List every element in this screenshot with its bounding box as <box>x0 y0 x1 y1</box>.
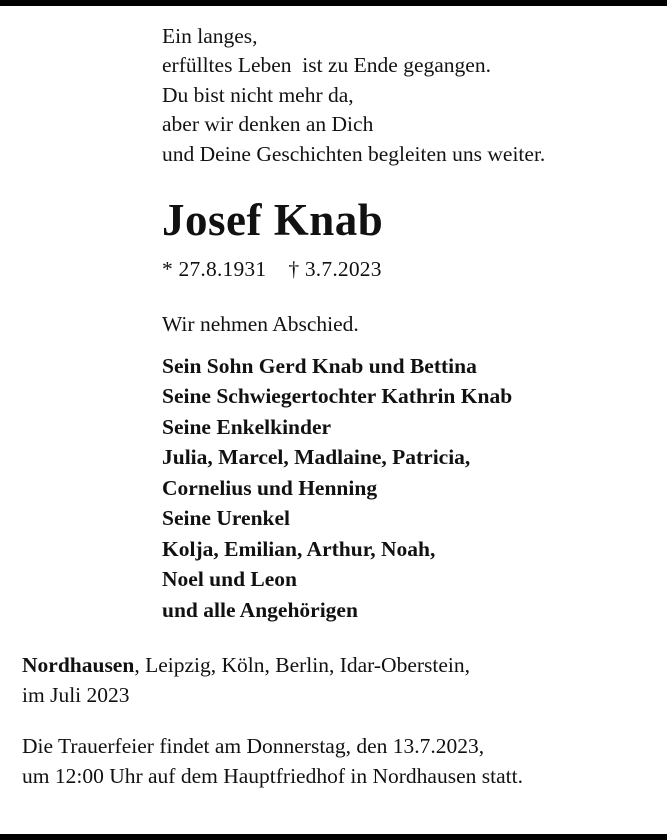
family-line: Noel und Leon <box>162 567 298 592</box>
family-line: Seine Urenkel <box>162 506 291 531</box>
family-line: Cornelius und Henning <box>162 475 378 500</box>
deceased-name: Josef Knab <box>162 195 384 246</box>
places-block <box>22 651 645 710</box>
life-dates <box>162 257 645 282</box>
places-line <box>22 651 645 681</box>
family-line: Julia, Marcel, Madlaine, Patricia, <box>162 445 471 470</box>
ceremony-line: um 12:00 Uhr auf dem Hauptfriedhof in Nordhausen statt. <box>22 764 523 789</box>
ceremony-line: Die Trauerfeier findet am Donnerstag, den 13.7.2023, <box>22 734 485 759</box>
ceremony-block <box>22 732 645 791</box>
verse-line: und Deine Geschichten begleiten uns weiter. <box>162 141 546 166</box>
other-places: , Leipzig, Köln, Berlin, Idar-Oberstein, <box>134 653 471 678</box>
obituary-content <box>0 6 667 834</box>
death-date: † 3.7.2023 <box>288 256 382 281</box>
family-line: Seine Enkelkinder <box>162 414 332 439</box>
verse-line: aber wir denken an Dich <box>162 112 374 137</box>
verse-line: erfülltes Leben ist zu Ende gegangen. <box>162 53 491 78</box>
notice-date: im Juli 2023 <box>22 682 130 707</box>
primary-place: Nordhausen <box>22 653 135 678</box>
family-line: und alle Angehörigen <box>162 597 358 622</box>
family-block <box>162 351 645 626</box>
verse-line: Du bist nicht mehr da, <box>162 82 354 107</box>
verse-block <box>162 22 645 169</box>
verse-line: Ein langes, <box>162 24 258 48</box>
birth-date: * 27.8.1931 <box>162 256 267 281</box>
family-line: Kolja, Emilian, Arthur, Noah, <box>162 536 436 561</box>
family-line: Sein Sohn Gerd Knab und Bettina <box>162 353 477 378</box>
family-line: Seine Schwiegertochter Kathrin Knab <box>162 384 513 409</box>
farewell-text: Wir nehmen Abschied. <box>162 311 359 336</box>
